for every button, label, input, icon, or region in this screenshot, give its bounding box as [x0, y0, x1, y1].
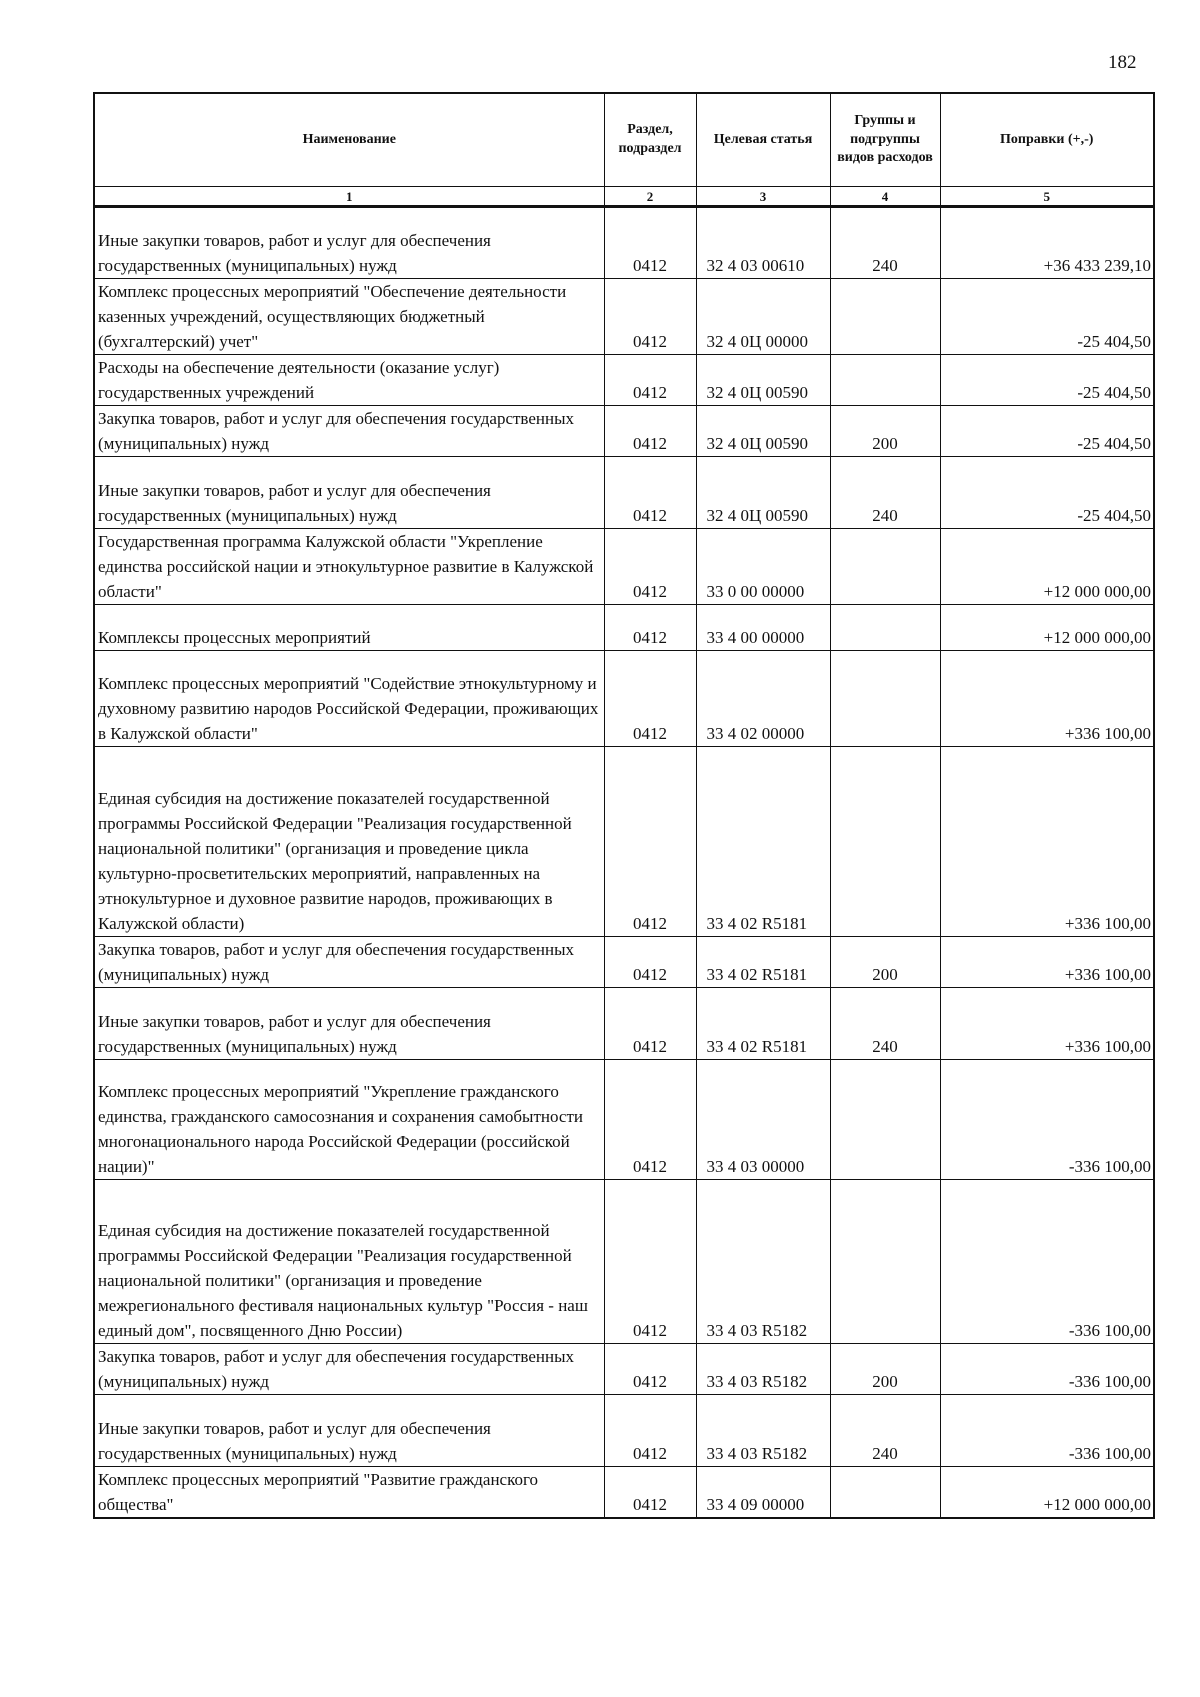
table-body [94, 207, 1154, 1519]
row-section: 0412 [604, 406, 696, 457]
row-target: 33 4 00 00000 [696, 605, 830, 651]
row-group [830, 355, 940, 406]
header-section: Раздел, подраздел [604, 93, 696, 187]
row-group: 200 [830, 406, 940, 457]
row-amount: -25 404,50 [940, 457, 1154, 529]
row-group: 240 [830, 988, 940, 1060]
header-amount: Поправки (+,-) [940, 93, 1154, 187]
table-row [94, 605, 1154, 651]
column-number: 2 [604, 187, 696, 207]
row-target: 32 4 0Ц 00590 [696, 457, 830, 529]
row-amount: +12 000 000,00 [940, 529, 1154, 605]
table-row [94, 651, 1154, 747]
row-name: Иные закупки товаров, работ и услуг для обеспечения государственных (муниципальных) нужд [94, 207, 604, 279]
page-number: 182 [1108, 52, 1137, 73]
column-number: 5 [940, 187, 1154, 207]
row-target: 33 4 03 R5182 [696, 1180, 830, 1344]
row-target: 33 4 02 R5181 [696, 988, 830, 1060]
table-row [94, 406, 1154, 457]
column-number: 1 [94, 187, 604, 207]
row-name: Комплекс процессных мероприятий "Укрепление гражданского единства, гражданского самосознания и сохранения самобытности многонационального народа Российской Федерации (российской нации)" [94, 1060, 604, 1180]
row-amount: -25 404,50 [940, 406, 1154, 457]
row-target: 32 4 0Ц 00590 [696, 406, 830, 457]
table-row [94, 1395, 1154, 1467]
row-group [830, 651, 940, 747]
row-section: 0412 [604, 1467, 696, 1519]
row-section: 0412 [604, 937, 696, 988]
row-group [830, 1180, 940, 1344]
row-group: 200 [830, 937, 940, 988]
row-name: Иные закупки товаров, работ и услуг для обеспечения государственных (муниципальных) нужд [94, 457, 604, 529]
column-number-row [94, 187, 1154, 207]
table-row [94, 1180, 1154, 1344]
row-target: 33 4 03 00000 [696, 1060, 830, 1180]
row-target: 33 4 02 00000 [696, 651, 830, 747]
row-name: Иные закупки товаров, работ и услуг для обеспечения государственных (муниципальных) нужд [94, 988, 604, 1060]
row-name: Государственная программа Калужской области "Укрепление единства российской нации и этнокультурное развитие в Калужской области" [94, 529, 604, 605]
row-name: Комплекс процессных мероприятий "Развитие гражданского общества" [94, 1467, 604, 1519]
row-section: 0412 [604, 1395, 696, 1467]
table-row [94, 355, 1154, 406]
row-amount: -336 100,00 [940, 1060, 1154, 1180]
row-section: 0412 [604, 1180, 696, 1344]
row-section: 0412 [604, 457, 696, 529]
row-target: 33 4 02 R5181 [696, 747, 830, 937]
row-group [830, 1060, 940, 1180]
row-section: 0412 [604, 651, 696, 747]
row-group: 240 [830, 457, 940, 529]
row-name: Комплексы процессных мероприятий [94, 605, 604, 651]
row-section: 0412 [604, 529, 696, 605]
row-group [830, 1467, 940, 1519]
row-target: 33 4 03 R5182 [696, 1344, 830, 1395]
row-amount: +12 000 000,00 [940, 1467, 1154, 1519]
row-amount: -25 404,50 [940, 279, 1154, 355]
row-name: Иные закупки товаров, работ и услуг для обеспечения государственных (муниципальных) нужд [94, 1395, 604, 1467]
row-name: Комплекс процессных мероприятий "Содействие этнокультурному и духовному развитию народов Российской Федерации, проживающих в Калужской области" [94, 651, 604, 747]
table-row [94, 457, 1154, 529]
row-group: 240 [830, 207, 940, 279]
row-amount: +36 433 239,10 [940, 207, 1154, 279]
row-group [830, 747, 940, 937]
row-amount: -336 100,00 [940, 1395, 1154, 1467]
row-target: 32 4 0Ц 00590 [696, 355, 830, 406]
row-name: Комплекс процессных мероприятий "Обеспечение деятельности казенных учреждений, осуществляющих бюджетный (бухгалтерский) учет" [94, 279, 604, 355]
row-name: Единая субсидия на достижение показателей государственной программы Российской Федерации "Реализация государственной национальной политики" (организация и проведение межрегионального фестиваля национальных культур "Россия - наш единый дом", посвященного Дню России) [94, 1180, 604, 1344]
row-group: 200 [830, 1344, 940, 1395]
row-amount: +336 100,00 [940, 988, 1154, 1060]
row-section: 0412 [604, 747, 696, 937]
row-target: 33 0 00 00000 [696, 529, 830, 605]
row-amount: -25 404,50 [940, 355, 1154, 406]
row-section: 0412 [604, 605, 696, 651]
row-name: Закупка товаров, работ и услуг для обеспечения государственных (муниципальных) нужд [94, 937, 604, 988]
table-row [94, 1467, 1154, 1519]
row-section: 0412 [604, 988, 696, 1060]
header-target: Целевая статья [696, 93, 830, 187]
row-amount: +336 100,00 [940, 651, 1154, 747]
column-number: 3 [696, 187, 830, 207]
table-row [94, 529, 1154, 605]
row-section: 0412 [604, 355, 696, 406]
row-target: 33 4 02 R5181 [696, 937, 830, 988]
table-row [94, 937, 1154, 988]
row-section: 0412 [604, 1344, 696, 1395]
row-amount: +336 100,00 [940, 937, 1154, 988]
table-row [94, 1344, 1154, 1395]
header-name: Наименование [94, 93, 604, 187]
row-amount: -336 100,00 [940, 1344, 1154, 1395]
row-section: 0412 [604, 207, 696, 279]
row-target: 33 4 09 00000 [696, 1467, 830, 1519]
row-name: Закупка товаров, работ и услуг для обеспечения государственных (муниципальных) нужд [94, 1344, 604, 1395]
row-target: 32 4 0Ц 00000 [696, 279, 830, 355]
row-section: 0412 [604, 279, 696, 355]
row-name: Закупка товаров, работ и услуг для обеспечения государственных (муниципальных) нужд [94, 406, 604, 457]
header-group: Группы и подгруппы видов расходов [830, 93, 940, 187]
row-amount: +12 000 000,00 [940, 605, 1154, 651]
row-group [830, 605, 940, 651]
table-row [94, 988, 1154, 1060]
row-amount: -336 100,00 [940, 1180, 1154, 1344]
row-group: 240 [830, 1395, 940, 1467]
row-amount: +336 100,00 [940, 747, 1154, 937]
header-row [94, 93, 1154, 187]
row-group [830, 279, 940, 355]
row-target: 33 4 03 R5182 [696, 1395, 830, 1467]
row-target: 32 4 03 00610 [696, 207, 830, 279]
row-name: Единая субсидия на достижение показателей государственной программы Российской Федерации "Реализация государственной национальной политики" (организация и проведение цикла культурно-просветительских мероприятий, направленных на этнокультурное и духовное развитие народов, проживающих в Калужской области) [94, 747, 604, 937]
table-row [94, 279, 1154, 355]
table-row [94, 1060, 1154, 1180]
column-number: 4 [830, 187, 940, 207]
row-name: Расходы на обеспечение деятельности (оказание услуг) государственных учреждений [94, 355, 604, 406]
table-row [94, 747, 1154, 937]
row-group [830, 529, 940, 605]
budget-amendments-table [93, 92, 1155, 1519]
row-section: 0412 [604, 1060, 696, 1180]
table-row [94, 207, 1154, 279]
